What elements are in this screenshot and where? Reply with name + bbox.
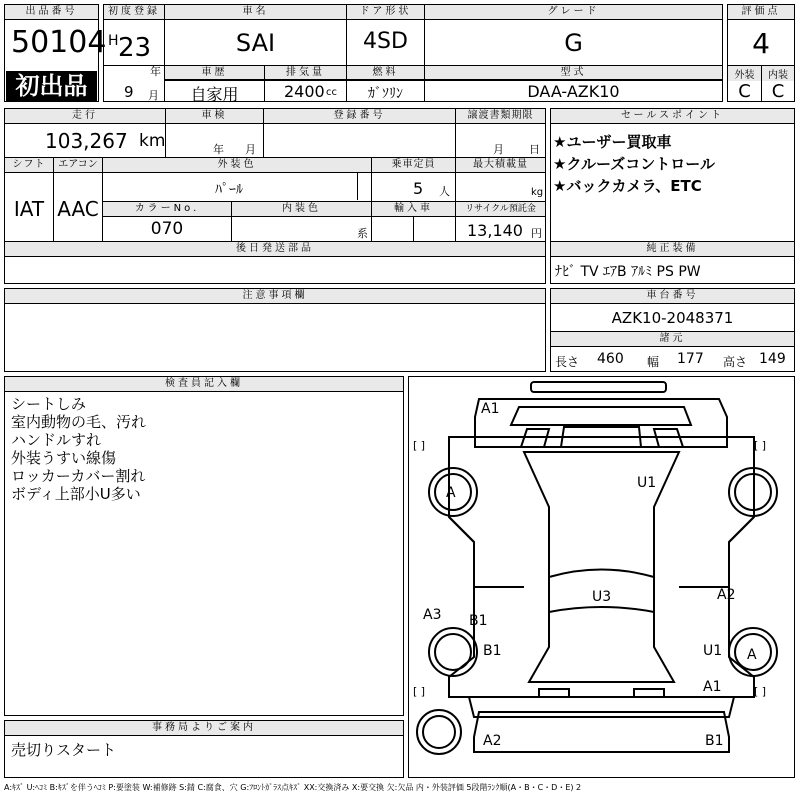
inspector-note: 室内動物の毛、汚れ: [11, 413, 147, 431]
int-color-label: 内装色: [232, 202, 371, 217]
damage-mark: A: [446, 485, 456, 501]
grade-label: グレード: [425, 5, 722, 20]
damage-mark: A2: [483, 733, 502, 749]
sales-point-2: ★クルーズコントロール: [553, 155, 715, 173]
capacity-label: 乗車定員: [372, 158, 455, 173]
caution-label: 注意事項欄: [5, 289, 545, 304]
shift: IAT: [13, 197, 45, 221]
ext-score: C: [738, 81, 751, 102]
score-label: 評価点: [728, 5, 794, 20]
inspection-month-unit: 月: [245, 143, 256, 156]
car-name: SAI: [235, 29, 276, 57]
ac-label: エアコン: [54, 158, 102, 173]
damage-mark: A3: [423, 607, 442, 623]
length-label: 長さ: [555, 355, 580, 369]
car-name-label: 車名: [165, 5, 346, 20]
damage-mark: A: [747, 647, 757, 663]
door-label: ドア形状: [347, 5, 424, 20]
inspection-year-unit: 年: [213, 143, 224, 156]
car-diagram: [408, 376, 795, 778]
regno-label: 登録番号: [264, 109, 455, 124]
length: 460: [597, 351, 624, 367]
height: 149: [759, 351, 786, 367]
equipment: ﾅﾋﾞ TV ｴｱB ｱﾙﾐ PS PW: [555, 264, 701, 280]
recycle-fee: 13,140: [467, 221, 523, 240]
import-label: 輸入車: [372, 202, 455, 217]
colorno-label: カラーNo.: [103, 202, 231, 217]
history: 自家用: [190, 85, 239, 104]
inspector-note: ハンドルすれ: [11, 431, 102, 449]
bracket-left-upper: [ ]: [413, 439, 426, 452]
bracket-left-lower: [ ]: [413, 685, 426, 698]
chassis-label: 車台番号: [551, 289, 794, 304]
score-value: 4: [752, 27, 770, 60]
model-label: 型式: [425, 66, 722, 80]
shift-label: シフト: [5, 158, 53, 173]
bracket-right-lower: [ ]: [754, 685, 767, 698]
sales-point-label: セールスポイント: [551, 109, 794, 124]
fuel-label: 燃料: [347, 66, 424, 80]
inspector-note: ロッカーカバー割れ: [11, 467, 146, 485]
later-parts-label: 後日発送部品: [5, 242, 545, 257]
reg-label: 初度登録: [104, 5, 164, 20]
reg-year: 23: [118, 33, 152, 63]
height-label: 高さ: [723, 355, 748, 369]
fuel: ｶﾞｿﾘﾝ: [368, 86, 403, 102]
reg-month: 9: [124, 83, 134, 101]
damage-mark: U3: [592, 589, 612, 605]
ext-score-label: 外装: [728, 66, 761, 81]
width: 177: [677, 351, 704, 367]
damage-mark: A1: [481, 401, 500, 417]
car-diagram-drawing: [409, 377, 794, 777]
reg-era: H: [108, 33, 119, 49]
caution-box: [4, 288, 546, 372]
ext-color-label: 外装色: [103, 158, 371, 173]
top-info-box: [103, 4, 723, 102]
office-box: [4, 720, 404, 778]
inspector-note: ボディ上部小U多い: [11, 485, 141, 503]
lot-box: [4, 4, 107, 102]
displacement-unit: cc: [326, 87, 337, 98]
capacity-unit: 人: [439, 185, 450, 198]
capacity: 5: [413, 179, 424, 198]
office-note: 売切りスタート: [11, 741, 117, 759]
sales-point-1: ★ユーザー買取車: [553, 133, 672, 151]
recycle-label: リサイクル預託金: [456, 202, 545, 217]
displacement-label: 排気量: [265, 66, 346, 80]
model-code: DAA-AZK10: [527, 82, 620, 101]
recycle-unit: 円: [531, 227, 542, 240]
legend: A:ｷｽﾞ U:ﾍｺﾐ B:ｷｽﾞを伴うﾍｺﾐ P:要塗装 W:補修跡 S:錆 C:腐食、穴 G:ﾌﾛﾝﾄｶﾞﾗｽ点ｷｽﾞ XX:交換済み X:要交換 欠:欠品 内・外装評価 5段階ﾗﾝｸ順(A・B・C・D・E) 2: [4, 783, 582, 792]
inspector-label: 検査員記入欄: [5, 377, 403, 392]
lot-label: 出品番号: [5, 5, 98, 20]
damage-mark: B1: [469, 613, 488, 629]
inspector-note: 外装うすい線傷: [11, 449, 117, 467]
int-color-unit: 系: [357, 227, 368, 240]
bracket-right-upper: [ ]: [754, 439, 767, 452]
damage-mark: B1: [705, 733, 724, 749]
displacement: 2400: [284, 82, 325, 101]
inspector-note: シートしみ: [11, 395, 87, 413]
damage-mark: U1: [703, 643, 723, 659]
mileage: 103,267: [45, 129, 128, 153]
inspector-box: [4, 376, 404, 716]
ext-color: ﾊﾟｰﾙ: [215, 182, 243, 198]
damage-mark: A1: [703, 679, 722, 695]
transfer-month-unit: 月: [493, 143, 504, 156]
reg-month-unit: 月: [148, 89, 159, 102]
damage-mark: A2: [717, 587, 736, 603]
specs-box: [4, 108, 546, 284]
first-listing-badge: 初出品: [6, 71, 97, 101]
load-label: 最大積載量: [456, 158, 545, 173]
width-label: 幅: [647, 355, 660, 369]
lot-number: 50104: [11, 25, 107, 60]
transfer-day-unit: 日: [529, 143, 540, 156]
score-box: [727, 4, 795, 102]
int-score-label: 内装: [762, 66, 794, 81]
grade: G: [564, 29, 583, 57]
sales-point-3: ★バックカメラ、ETC: [553, 177, 702, 195]
chassis-box: [550, 288, 795, 372]
mileage-unit: km: [139, 131, 166, 151]
color-number: 070: [150, 219, 184, 239]
load-unit: kg: [531, 187, 544, 198]
office-label: 事務局よりご案内: [5, 721, 403, 736]
damage-mark: U1: [637, 475, 657, 491]
dims-label: 諸元: [551, 332, 794, 347]
door-type: 4SD: [363, 29, 408, 54]
history-label: 車歴: [165, 66, 264, 80]
sales-point-box: [550, 108, 795, 284]
transfer-label: 譲渡書類期限: [456, 109, 545, 124]
inspection-label: 車検: [166, 109, 263, 124]
mileage-label: 走行: [5, 109, 165, 124]
reg-year-unit: 年: [150, 65, 161, 78]
damage-mark: B1: [483, 643, 502, 659]
int-score: C: [771, 81, 785, 102]
equipment-label: 純正装備: [551, 242, 794, 257]
ac: AAC: [57, 197, 99, 221]
chassis-number: AZK10-2048371: [611, 309, 734, 327]
